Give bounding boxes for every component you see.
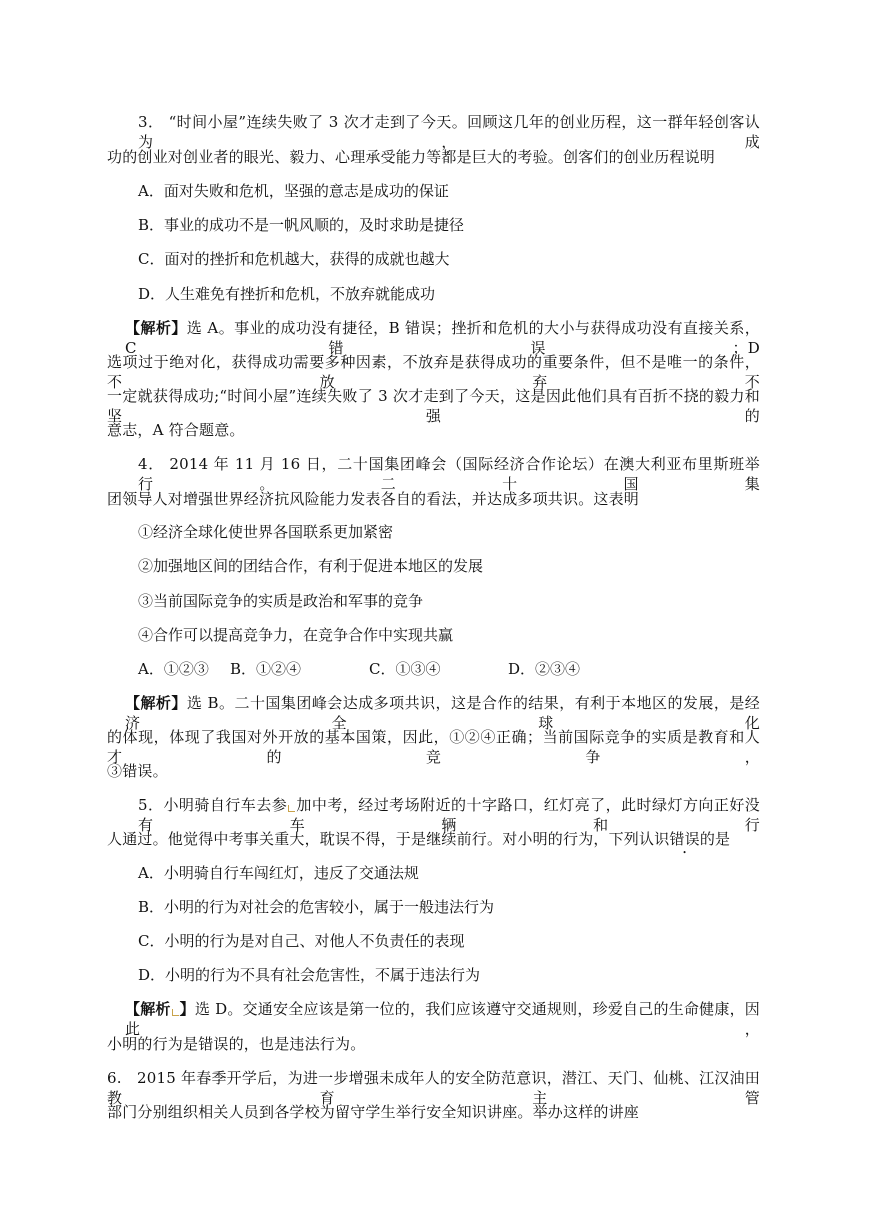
q3-analysis-line4: 意志，A 符合题意。 — [107, 421, 245, 439]
q3-option-a: A．面对失败和危机，坚强的意志是成功的保证 — [138, 182, 449, 200]
q4-statement-4: ④合作可以提高竞争力，在竞争合作中实现共赢 — [138, 626, 454, 644]
q3-stem-line2: 功的创业对创业者的眼光、毅力、心理承受能力等都是巨大的考验。创客们的创业历程说明 — [107, 148, 716, 166]
q5-stem-line1: 5．小明骑自行车去参 加中考，经过考场附近的十字路口，红灯亮了，此时绿灯方向正好没有车辆和行 — [138, 796, 760, 834]
q4-analysis-label: 【解析】 — [125, 694, 187, 712]
q4-choice-c: C．①③④ — [369, 660, 441, 678]
edit-mark-icon — [172, 1009, 179, 1016]
q4-statement-1: ①经济全球化使世界各国联系更加紧密 — [138, 523, 394, 541]
q4-stem-line2: 团领导人对增强世界经济抗风险能力发表各自的看法，并达成多项共识。这表明 — [107, 490, 640, 508]
q5-analysis-label: 【解析 】 — [125, 1000, 195, 1018]
q3-analysis-label: 【解析】 — [125, 319, 187, 337]
q3-stem-line1: 3． “时间小屋”连续失败了 3 次才走到了今天。回顾这几年的创业历程，这一群年轻创客认为，成 — [138, 113, 760, 151]
q4-statement-3: ③当前国际竞争的实质是政治和军事的竞争 — [138, 592, 424, 610]
q5-analysis-line1: 【解析 】选 D。交通安全应该是第一位的，我们应该遵守交通规则，珍爱自己的生命健康，因此， — [125, 1000, 760, 1038]
q5-option-b: B．小明的行为对社会的危害较小，属于一般违法行为 — [138, 898, 495, 916]
q5-option-a: A．小明骑自行车闯红灯，违反了交通法规 — [138, 864, 419, 882]
q5-option-c: C．小明的行为是对自己、对他人不负责任的表现 — [138, 932, 465, 950]
q3-option-d: D．人生难免有挫折和危机，不放弃就能成功 — [138, 285, 436, 303]
q5-option-d: D．小明的行为不具有社会危害性，不属于违法行为 — [138, 966, 481, 984]
q3-option-b: B．事业的成功不是一帆风顺的，及时求助是捷径 — [138, 216, 465, 234]
q5-analysis-line2: 小明的行为是错误的，也是违法行为。 — [107, 1035, 366, 1053]
q3-option-c: C．面对的挫折和危机越大，获得的成就也越大 — [138, 250, 450, 268]
q3-analysis-line3: 一定就获得成功;“时间小屋”连续失败了 3 次才走到了今天，这是因此他们具有百折不挠的毅力和坚强的 — [107, 387, 760, 425]
q3-analysis-line2: 选项过于绝对化，获得成功需要多种因素，不放弃是获得成功的重要条件，但不是唯一的条件，不放弃不 — [107, 353, 760, 391]
q5-stem-line2: 人通过。他觉得中考事关重大，耽误不得，于是继续前行。对小明的行为，下列认识错误的是 — [107, 830, 731, 848]
q4-statement-2: ②加强地区间的团结合作，有利于促进本地区的发展 — [138, 557, 484, 575]
edit-mark-icon — [288, 805, 295, 812]
q3-analysis-line1: 【解析】选 A。事业的成功没有捷径，B 错误；挫折和危机的大小与获得成功没有直接关系，C 错误；D — [125, 319, 760, 357]
q4-choice-d: D．②③④ — [508, 660, 581, 678]
q4-analysis-line2: 的体现，体现了我国对外开放的基本国策，因此，①②④正确；当前国际竞争的实质是教育和人才的竞争， — [107, 728, 760, 766]
q6-stem-line2: 部门分别组织相关人员到各学校为留守学生举行安全知识讲座。举办这样的讲座 — [107, 1103, 640, 1121]
emphasis-word: 错误 — [669, 830, 700, 848]
q4-choice-a: A．①②③ — [138, 660, 209, 678]
q4-stem-line1: 4． 2014 年 11 月 16 日，二十国集团峰会（国际经济合作论坛）在澳大利亚布里斯班举行。二十国集 — [138, 455, 760, 493]
q6-stem-line1: 6. 2015 年春季开学后，为进一步增强未成年人的安全防范意识，潜江、天门、仙桃、江汉油田教育主管 — [107, 1069, 760, 1107]
q4-choice-b: B．①②④ — [230, 660, 302, 678]
q4-analysis-line3: ③错误。 — [107, 762, 168, 780]
q4-analysis-line1: 【解析】选 B。二十国集团峰会达成多项共识，这是合作的结果，有利于本地区的发展，是经济全球化 — [125, 694, 760, 732]
